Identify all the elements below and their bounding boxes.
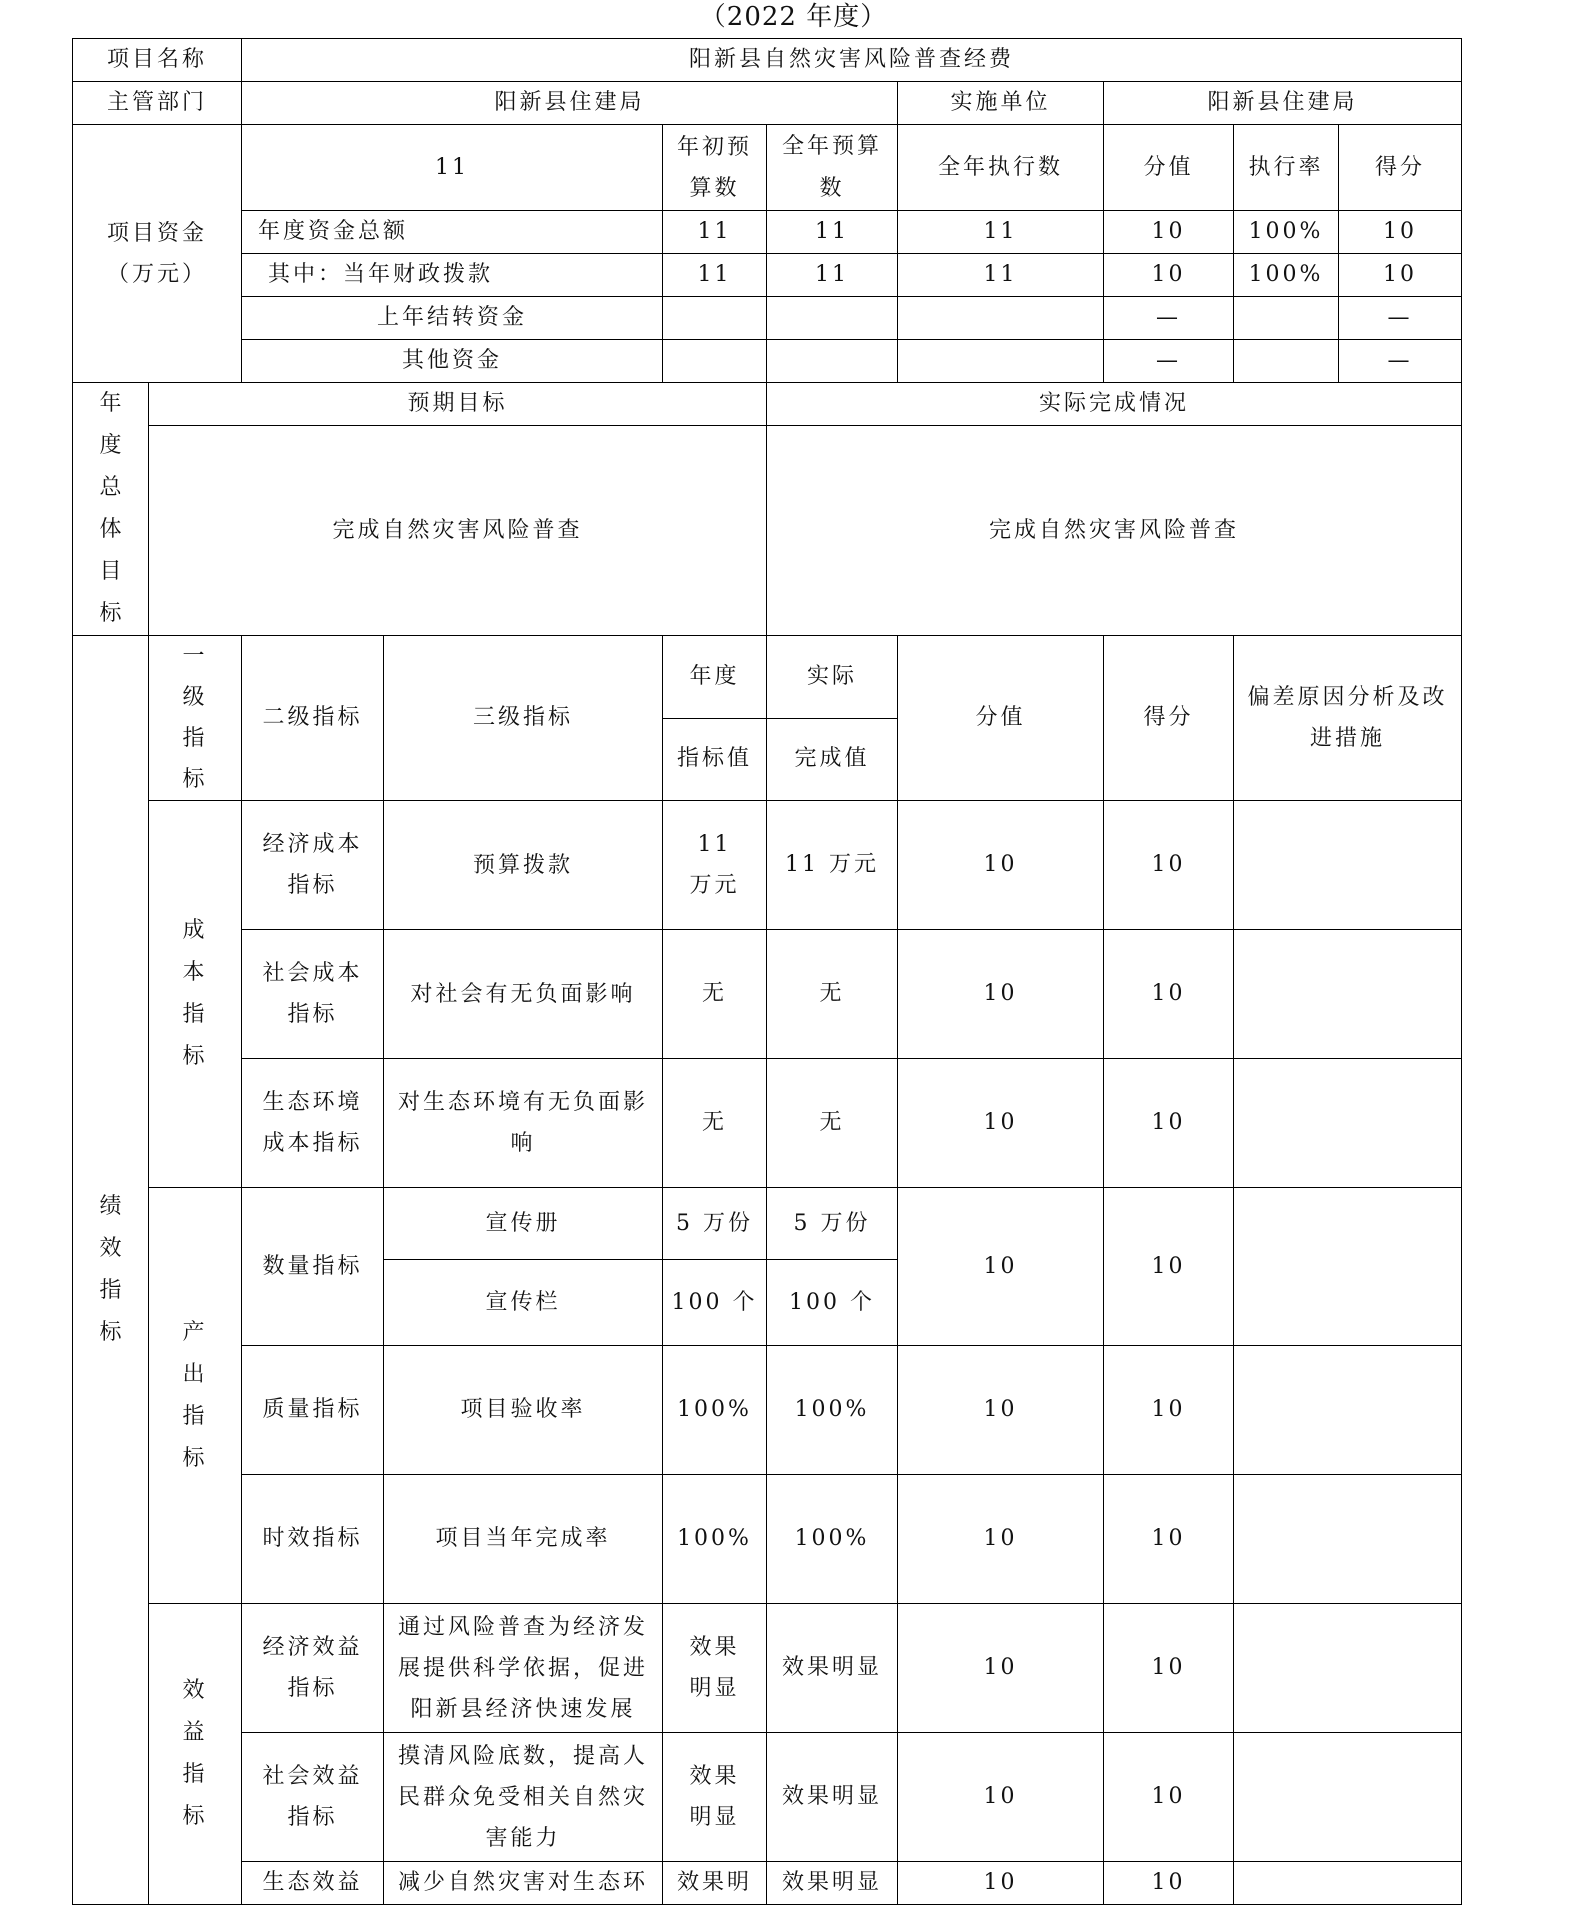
funds-row-exec [898,297,1104,340]
funds-header-exec-rate: 执行率 [1234,125,1339,211]
funds-row-initial [663,340,767,383]
performance-evaluation-table [72,38,1462,1905]
funds-row-score: 10 [1339,254,1462,297]
actual-cell: 100 个 [767,1260,898,1346]
value-cell: 10 [898,930,1104,1059]
funds-row-initial: 11 [663,211,767,254]
level3-cell [384,1604,663,1733]
funds-row-rate [1234,340,1339,383]
header-value: 分值 [898,636,1104,801]
score-cell: 10 [1104,1733,1234,1862]
performance-label [73,636,149,1905]
analysis-cell [1234,801,1462,930]
target-text: 11 万元 [689,832,740,898]
level2-cell [242,1059,384,1188]
actual-cell: 效果明显 [767,1862,898,1905]
level2-text: 社会效益指标 [262,1764,363,1830]
funds-label-line2: （万元） [107,261,208,287]
annual-goals-label [73,383,149,636]
target-cell: 无 [663,1059,767,1188]
funds-row-rate [1234,297,1339,340]
score-cell: 10 [1104,1188,1234,1346]
report-year: （2022 年度） [699,2,888,32]
analysis-cell [1234,930,1462,1059]
level3-cell [384,1059,663,1188]
level1-cost-text: 成本指标 [182,918,208,1069]
funds-row-score: — [1339,340,1462,383]
funds-row-name: 其他资金 [242,340,663,383]
funds-row-value: 10 [1104,254,1234,297]
header-level3: 三级指标 [384,636,663,801]
level3-cell: 对社会有无负面影响 [384,930,663,1059]
level2-cell: 生态效益 [242,1862,384,1905]
actual-cell: 5 万份 [767,1188,898,1260]
level3-text: 通过风险普查为经济发展提供科学依据，促进阳新县经济快速发展 [398,1614,649,1722]
actual-cell: 无 [767,1059,898,1188]
actual-cell: 无 [767,930,898,1059]
funds-row-name: 年度资金总额 [242,211,663,254]
level2-text: 社会成本指标 [262,961,363,1027]
expected-goal-text: 完成自然灾害风险普查 [149,426,767,636]
level1-output [149,1188,242,1604]
funds-row-value: — [1104,297,1234,340]
level2-cell [242,930,384,1059]
level1-benefit-text: 效益指标 [182,1678,208,1829]
actual-cell: 11 万元 [767,801,898,930]
level3-cell: 宣传册 [384,1188,663,1260]
level1-benefit [149,1604,242,1905]
funds-row-score: — [1339,297,1462,340]
actual-cell: 100% [767,1475,898,1604]
funds-row-initial [663,297,767,340]
header-actual-bottom: 完成值 [767,718,898,801]
header-level1 [149,636,242,801]
actual-cell: 效果明显 [767,1604,898,1733]
funds-row-name: 其中：当年财政拨款 [242,254,663,297]
target-cell: 5 万份 [663,1188,767,1260]
level2-cell [242,1604,384,1733]
department-value: 阳新县住建局 [242,82,898,125]
funds-row-budget [767,297,898,340]
funds-row-rate: 100% [1234,254,1339,297]
level2-cell [242,1733,384,1862]
level3-cell: 预算拨款 [384,801,663,930]
implementing-unit-value: 阳新县住建局 [1104,82,1462,125]
level1-cost [149,801,242,1188]
funds-label [73,125,242,383]
level3-text: 对生态环境有无负面影响 [398,1090,649,1156]
funds-header-initial-budget: 年初预算数 [663,125,767,211]
analysis-cell [1234,1188,1462,1346]
score-cell: 10 [1104,1475,1234,1604]
analysis-cell [1234,1604,1462,1733]
score-cell: 10 [1104,1059,1234,1188]
analysis-cell [1234,1059,1462,1188]
target-cell [663,1733,767,1862]
header-annual-top: 年度 [663,636,767,719]
analysis-cell [1234,1862,1462,1905]
expected-goal-header: 预期目标 [149,383,767,426]
annual-goals-label-text: 年度总体目标 [99,391,125,626]
funds-row-initial: 11 [663,254,767,297]
funds-header-full-year-exec: 全年执行数 [898,125,1104,211]
actual-cell: 效果明显 [767,1733,898,1862]
funds-row-budget: 11 [767,254,898,297]
performance-label-text: 绩效指标 [99,1194,125,1345]
level3-cell: 宣传栏 [384,1260,663,1346]
header-level1-text: 一级指标 [182,644,208,792]
level3-cell [384,1733,663,1862]
funds-row-budget: 11 [767,211,898,254]
target-cell: 100% [663,1475,767,1604]
target-cell [663,1604,767,1733]
header-level2: 二级指标 [242,636,384,801]
actual-goal-header: 实际完成情况 [767,383,1462,426]
score-cell: 10 [1104,801,1234,930]
implementing-unit-label: 实施单位 [898,82,1104,125]
funds-row-rate: 100% [1234,211,1339,254]
funds-row-exec: 11 [898,254,1104,297]
analysis-cell [1234,1733,1462,1862]
level2-text: 经济效益指标 [262,1635,363,1701]
level2-text: 生态环境成本指标 [262,1090,363,1156]
funds-label-line1: 项目资金 [107,220,208,246]
value-cell: 10 [898,1604,1104,1733]
actual-cell: 100% [767,1346,898,1475]
value-cell: 10 [898,1346,1104,1475]
header-annual-bottom: 指标值 [663,718,767,801]
level2-cell: 质量指标 [242,1346,384,1475]
value-cell: 10 [898,1733,1104,1862]
level3-cell: 项目验收率 [384,1346,663,1475]
target-text: 效果明显 [689,1764,740,1830]
analysis-cell [1234,1475,1462,1604]
value-cell: 10 [898,1059,1104,1188]
level2-cell [242,801,384,930]
analysis-cell [1234,1346,1462,1475]
funds-row-value: — [1104,340,1234,383]
header-actual-top: 实际 [767,636,898,719]
target-cell: 100% [663,1346,767,1475]
level2-cell: 时效指标 [242,1475,384,1604]
target-cell: 无 [663,930,767,1059]
funds-row-exec: 11 [898,211,1104,254]
funds-row-name: 上年结转资金 [242,297,663,340]
project-name-label: 项目名称 [73,39,242,82]
target-cell [663,801,767,930]
actual-goal-text: 完成自然灾害风险普查 [767,426,1462,636]
score-cell: 10 [1104,930,1234,1059]
level1-output-text: 产出指标 [182,1319,208,1471]
header-analysis: 偏差原因分析及改进措施 [1234,636,1462,801]
funds-row-exec [898,340,1104,383]
level2-cell: 数量指标 [242,1188,384,1346]
level3-cell: 减少自然灾害对生态环 [384,1862,663,1905]
funds-row-budget [767,340,898,383]
level2-text: 经济成本指标 [262,832,363,898]
funds-header-full-year-budget: 全年预算数 [767,125,898,211]
target-cell: 效果明 [663,1862,767,1905]
department-label: 主管部门 [73,82,242,125]
score-cell: 10 [1104,1862,1234,1905]
target-cell: 100 个 [663,1260,767,1346]
funds-header-score-value: 分值 [1104,125,1234,211]
funds-row-value: 10 [1104,211,1234,254]
project-name-value: 阳新县自然灾害风险普查经费 [242,39,1462,82]
value-cell: 10 [898,801,1104,930]
funds-header-first: 11 [242,125,663,211]
header-score: 得分 [1104,636,1234,801]
score-cell: 10 [1104,1604,1234,1733]
funds-header-score: 得分 [1339,125,1462,211]
value-cell: 10 [898,1862,1104,1905]
funds-row-score: 10 [1339,211,1462,254]
level3-cell: 项目当年完成率 [384,1475,663,1604]
target-text: 效果明显 [689,1635,740,1701]
value-cell: 10 [898,1188,1104,1346]
value-cell: 10 [898,1475,1104,1604]
level3-text: 摸清风险底数，提高人民群众免受相关自然灾害能力 [398,1743,649,1851]
score-cell: 10 [1104,1346,1234,1475]
